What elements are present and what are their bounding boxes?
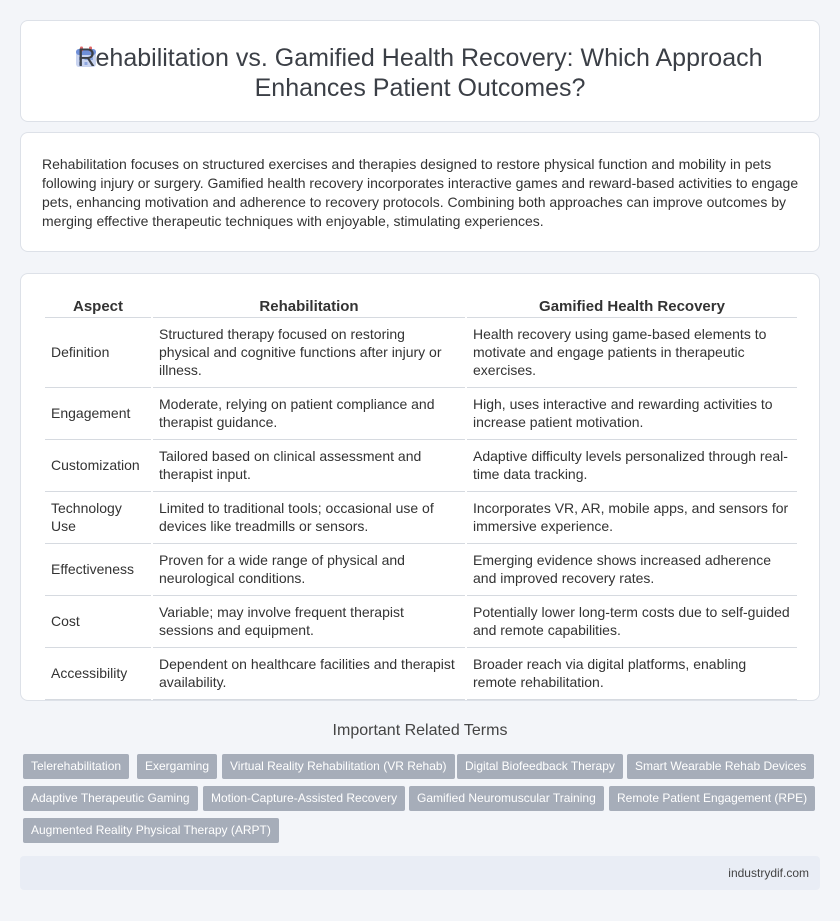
- gamified-cell: High, uses interactive and rewarding activities to increase patient motivation.: [467, 388, 797, 440]
- related-term-tag[interactable]: Augmented Reality Physical Therapy (ARPT): [23, 818, 279, 843]
- gamified-cell: Incorporates VR, AR, mobile apps, and sensors for immersive experience.: [467, 492, 797, 544]
- table-row: [45, 648, 797, 700]
- footer-site-link[interactable]: industrydif.com: [728, 866, 809, 880]
- intro-paragraph: Rehabilitation focuses on structured exercises and therapies designed to restore physical function and mobility in pets following injury or surgery. Gamified health recovery incorporates interactive games and reward-based activities to engage pets, enhancing motivation and adherence to recovery protocols. Combining both approaches can improve outcomes by merging effective therapeutic techniques with enjoyable, stimulating experiences.: [42, 156, 799, 229]
- gamified-cell: Broader reach via digital platforms, enabling remote rehabilitation.: [467, 648, 797, 700]
- related-term-tag[interactable]: Motion-Capture-Assisted Recovery: [203, 786, 405, 811]
- gamified-cell: Emerging evidence shows increased adherence and improved recovery rates.: [467, 544, 797, 596]
- aspect-cell: Cost: [45, 596, 151, 648]
- aspect-cell: Customization: [45, 440, 151, 492]
- aspect-cell: Technology Use: [45, 492, 151, 544]
- related-term-tag[interactable]: Digital Biofeedback Therapy: [457, 754, 623, 779]
- header-rehabilitation: Rehabilitation: [153, 297, 465, 318]
- header-aspect: Aspect: [45, 297, 151, 318]
- table-row: [45, 544, 797, 596]
- aspect-cell: Definition: [45, 318, 151, 388]
- rehabilitation-cell: Dependent on healthcare facilities and therapist availability.: [153, 648, 465, 700]
- page-title: Rehabilitation vs. Gamified Health Recovery: Which Approach Enhances Patient Outcomes?: [77, 44, 763, 102]
- related-term-tag[interactable]: Adaptive Therapeutic Gaming: [23, 786, 198, 811]
- intro-card: [20, 132, 820, 252]
- rehabilitation-cell: Moderate, relying on patient compliance and therapist guidance.: [153, 388, 465, 440]
- footer: [20, 856, 820, 890]
- table-header-row: [45, 297, 797, 318]
- gamified-cell: Health recovery using game-based elements to motivate and engage patients in therapeutic exercises.: [467, 318, 797, 388]
- table-row: [45, 388, 797, 440]
- header-gamified: Gamified Health Recovery: [467, 297, 797, 318]
- table-row: [45, 440, 797, 492]
- aspect-cell: Engagement: [45, 388, 151, 440]
- aspect-cell: Effectiveness: [45, 544, 151, 596]
- comparison-table: [43, 297, 799, 700]
- related-term-tag[interactable]: Exergaming: [137, 754, 217, 779]
- related-term-tag[interactable]: Remote Patient Engagement (RPE): [609, 786, 815, 811]
- rehabilitation-cell: Tailored based on clinical assessment and therapist input.: [153, 440, 465, 492]
- gamified-cell: Potentially lower long-term costs due to self-guided and remote capabilities.: [467, 596, 797, 648]
- rehabilitation-cell: Limited to traditional tools; occasional use of devices like treadmills or sensors.: [153, 492, 465, 544]
- related-term-tag[interactable]: Gamified Neuromuscular Training: [409, 786, 604, 811]
- comparison-card: [20, 273, 820, 701]
- rehabilitation-cell: Structured therapy focused on restoring physical and cognitive functions after injury or illness.: [153, 318, 465, 388]
- table-row: [45, 492, 797, 544]
- gamified-cell: Adaptive difficulty levels personalized through real-time data tracking.: [467, 440, 797, 492]
- related-terms-title: Important Related Terms: [332, 722, 508, 739]
- rehabilitation-cell: Proven for a wide range of physical and neurological conditions.: [153, 544, 465, 596]
- related-term-tag[interactable]: Smart Wearable Rehab Devices: [627, 754, 814, 779]
- rehabilitation-cell: Variable; may involve frequent therapist sessions and equipment.: [153, 596, 465, 648]
- related-term-tag[interactable]: Virtual Reality Rehabilitation (VR Rehab): [222, 754, 455, 779]
- table-row: [45, 318, 797, 388]
- table-row: [45, 596, 797, 648]
- related-term-tag[interactable]: Telerehabilitation: [23, 754, 129, 779]
- aspect-cell: Accessibility: [45, 648, 151, 700]
- title-card: [20, 20, 820, 122]
